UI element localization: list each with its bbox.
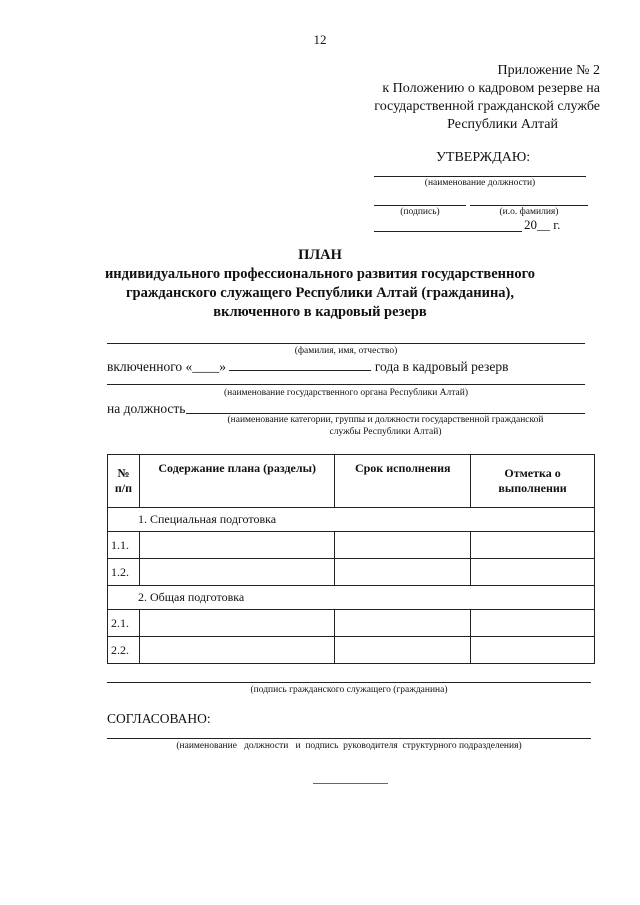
doc-title bbox=[0, 246, 640, 322]
included-date-blank bbox=[229, 358, 371, 371]
title-line-3: гражданского служащего Республики Алтай (гражданина), bbox=[125, 285, 515, 301]
table-row bbox=[108, 532, 595, 559]
fio-line bbox=[107, 343, 585, 344]
section-title: 1. Специальная подготовка bbox=[108, 508, 595, 532]
agreed-line bbox=[107, 738, 591, 739]
position-caption: (наименование должности) bbox=[424, 178, 536, 188]
servant-signature-caption: (подпись гражданского служащего (гражданина) bbox=[250, 685, 448, 695]
row-number: 2.2. bbox=[108, 637, 140, 664]
section-row bbox=[108, 586, 595, 610]
row-deadline-cell[interactable] bbox=[335, 610, 471, 637]
row-mark-cell[interactable] bbox=[471, 532, 595, 559]
bottom-separator bbox=[313, 783, 388, 784]
annex-line-1: Приложение № 2 bbox=[497, 63, 600, 78]
signature-line bbox=[374, 205, 466, 206]
table-row bbox=[108, 637, 595, 664]
category-caption-2: службы Республики Алтай) bbox=[329, 427, 442, 437]
row-mark-cell[interactable] bbox=[471, 637, 595, 664]
approve-label: УТВЕРЖДАЮ: bbox=[436, 150, 531, 165]
header-deadline: Срок исполнения bbox=[335, 455, 471, 508]
section-row bbox=[108, 508, 595, 532]
name-line bbox=[470, 205, 588, 206]
included-suffix: года в кадровый резерв bbox=[371, 359, 509, 374]
org-caption: (наименование государственного органа Республики Алтай) bbox=[223, 388, 468, 398]
category-caption-1: (наименование категории, группы и должности государственной гражданской bbox=[227, 415, 544, 425]
date-suffix: 20__ г. bbox=[524, 217, 561, 232]
row-content-cell[interactable] bbox=[139, 532, 334, 559]
row-number: 2.1. bbox=[108, 610, 140, 637]
servant-signature-line bbox=[107, 682, 591, 683]
title-line-4: включенного в кадровый резерв bbox=[213, 304, 427, 320]
page-number: 12 bbox=[313, 32, 327, 47]
row-number: 1.1. bbox=[108, 532, 140, 559]
header-content: Содержание плана (разделы) bbox=[139, 455, 334, 508]
annex-line-2: к Положению о кадровом резерве на bbox=[382, 81, 600, 96]
name-caption: (и.о. фамилия) bbox=[499, 207, 559, 217]
row-deadline-cell[interactable] bbox=[335, 559, 471, 586]
agreed-caption: (наименование должности и подпись руководителя структурного подразделения) bbox=[176, 741, 522, 751]
annex-line-3: государственной гражданской службе bbox=[374, 99, 600, 114]
plan-table bbox=[107, 454, 595, 664]
position-label: на должность bbox=[107, 401, 186, 416]
included-prefix: включенного «____» bbox=[107, 359, 230, 374]
table-row bbox=[108, 559, 595, 586]
row-content-cell[interactable] bbox=[139, 610, 334, 637]
agreed-label: СОГЛАСОВАНО: bbox=[107, 711, 211, 726]
row-mark-cell[interactable] bbox=[471, 559, 595, 586]
annex-header bbox=[300, 62, 600, 134]
title-line-2: индивидуального профессионального развития государственного bbox=[104, 266, 536, 282]
annex-line-4: Республики Алтай bbox=[447, 117, 558, 132]
position-line bbox=[374, 176, 586, 177]
category-line bbox=[186, 413, 585, 414]
row-deadline-cell[interactable] bbox=[335, 637, 471, 664]
row-deadline-cell[interactable] bbox=[335, 532, 471, 559]
section-title: 2. Общая подготовка bbox=[108, 586, 595, 610]
row-content-cell[interactable] bbox=[139, 637, 334, 664]
row-content-cell[interactable] bbox=[139, 559, 334, 586]
table-header-row bbox=[108, 455, 595, 508]
date-line bbox=[374, 231, 522, 232]
header-mark: Отметка о выполнении bbox=[471, 455, 595, 508]
signature-caption: (подпись) bbox=[400, 207, 440, 217]
title-line-1: ПЛАН bbox=[298, 247, 342, 263]
header-number: № п/п bbox=[108, 455, 140, 508]
row-number: 1.2. bbox=[108, 559, 140, 586]
fio-caption: (фамилия, имя, отчество) bbox=[294, 346, 398, 356]
table-row bbox=[108, 610, 595, 637]
included-line bbox=[107, 358, 508, 375]
row-mark-cell[interactable] bbox=[471, 610, 595, 637]
org-line bbox=[107, 384, 585, 385]
